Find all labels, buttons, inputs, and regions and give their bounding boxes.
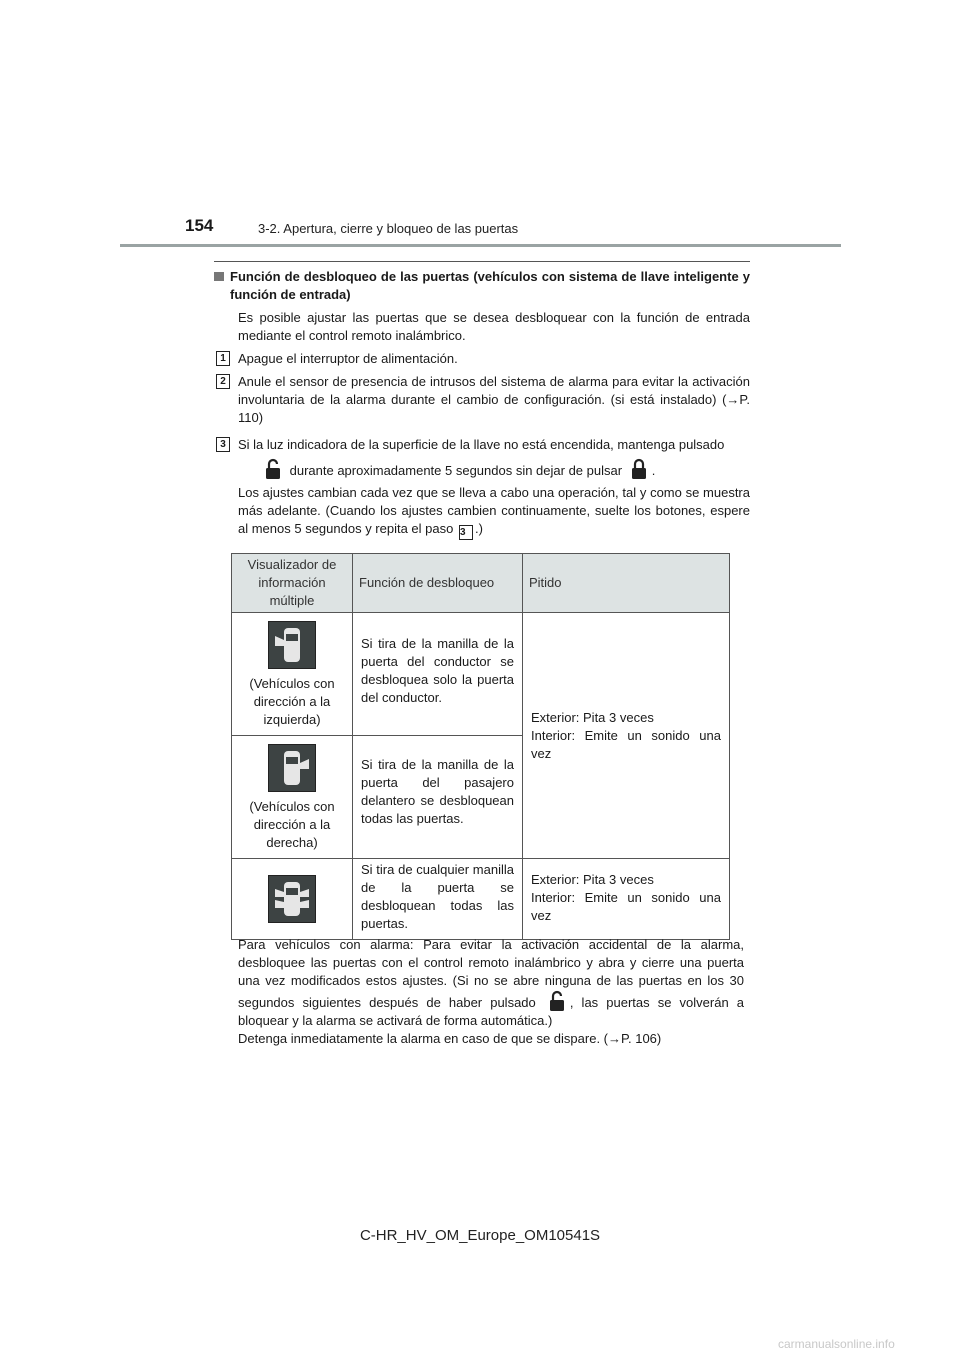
car-all-doors-icon	[268, 875, 316, 923]
alarm-note	[238, 936, 744, 1048]
content-body	[214, 268, 750, 540]
step-number-badge: 1	[216, 351, 230, 366]
unlock-settings-table	[231, 553, 730, 940]
section-divider	[214, 261, 750, 262]
caption-left-hand-drive: (Vehículos con dirección a la izquierda)	[249, 676, 335, 727]
display-cell-right	[232, 736, 353, 859]
func-cell-left: Si tira de la manilla de la puerta del conductor se desbloquea solo la puerta del conductor.	[353, 613, 523, 736]
beep-interior: Interior: Emite un sonido una vez	[531, 890, 721, 923]
alarm-note-text-b: , las puertas se volverán a bloquear y la alarma se activará de forma automática.)	[238, 995, 744, 1028]
header-beep: Pitido	[523, 554, 730, 613]
step-2	[214, 373, 750, 427]
section-title: 3-2. Apertura, cierre y bloqueo de las puertas	[258, 221, 519, 236]
page-number: 154	[185, 216, 214, 235]
table-row	[232, 613, 730, 736]
step-3-text-a: Si la luz indicadora de la superficie de la llave no está encendida, mantenga pulsado	[238, 437, 725, 452]
unlock-icon	[264, 458, 282, 480]
header-rule	[120, 244, 841, 247]
step-1	[214, 350, 750, 368]
header-unlock-function: Función de desbloqueo	[353, 554, 523, 613]
header-display: Visualizador de información múltiple	[232, 554, 353, 613]
car-passenger-door-icon	[268, 744, 316, 792]
step-ref-badge: 3	[459, 525, 473, 540]
display-cell-all	[232, 859, 353, 940]
section-heading	[214, 268, 750, 304]
beep-cell-row1	[523, 613, 730, 859]
step-3	[214, 436, 750, 480]
beep-exterior: Exterior: Pita 3 veces	[531, 872, 654, 887]
settings-text-b: .)	[474, 521, 483, 536]
intro-paragraph: Es posible ajustar las puertas que se desea desbloquear con la función de entrada mediante el control remoto inalámbrico.	[238, 310, 750, 343]
document-code: C-HR_HV_OM_Europe_OM10541S	[359, 1227, 601, 1244]
unlock-icon	[548, 990, 566, 1012]
step-1-text: Apague el interruptor de alimentación.	[238, 351, 458, 366]
car-driver-door-icon	[268, 621, 316, 669]
display-cell-left	[232, 613, 353, 736]
section-heading-text: Función de desbloqueo de las puertas (vehículos con sistema de llave inteligente y función de entrada)	[230, 269, 750, 302]
alarm-stop-note: Detenga inmediatamente la alarma en caso de que se dispare. (→P. 106)	[238, 1031, 662, 1046]
table-header-row	[232, 554, 730, 613]
step-number-badge: 3	[216, 437, 230, 452]
table-row	[232, 859, 730, 940]
step-3-text-b: durante aproximadamente 5 segundos sin dejar de pulsar	[289, 463, 623, 478]
settings-text-a: Los ajustes cambian cada vez que se lleva a cabo una operación, tal y como se muestra más adelante. (Cuando los ajustes cambien continuamente, suelte los botones, espere al menos 5 segundos y repita el paso	[238, 485, 750, 536]
beep-cell-row2	[523, 859, 730, 940]
step-2-text: Anule el sensor de presencia de intrusos del sistema de alarma para evitar la activación involuntaria de la alarma durante el cambio de configuración. (si está instalado) (→P. 110)	[238, 374, 750, 425]
beep-exterior: Exterior: Pita 3 veces	[531, 709, 654, 725]
caption-right-hand-drive: (Vehículos con dirección a la derecha)	[249, 799, 335, 850]
step-number-badge: 2	[216, 374, 230, 389]
square-bullet-icon	[214, 272, 224, 281]
alarm-note-text-a: Para vehículos con alarma: Para evitar la activación accidental de la alarma, desbloquee las puertas con el control remoto inalámbrico y abra y cierre una puerta una vez modificados estos ajustes. (Si no se abre ninguna de las puertas en los 30 segundos siguientes después de haber pulsado	[238, 937, 744, 1010]
watermark: carmanualsonline.info	[778, 1337, 895, 1351]
beep-interior: Interior: Emite un sonido una vez	[531, 727, 721, 761]
lock-icon	[630, 458, 648, 480]
step-3-text-c: .	[651, 463, 656, 478]
func-cell-right: Si tira de la manilla de la puerta del pasajero delantero se desbloquean todas las puertas.	[353, 736, 523, 859]
settings-paragraph	[214, 484, 750, 540]
func-cell-all: Si tira de cualquier manilla de la puerta se desbloquean todas las puertas.	[353, 859, 523, 940]
